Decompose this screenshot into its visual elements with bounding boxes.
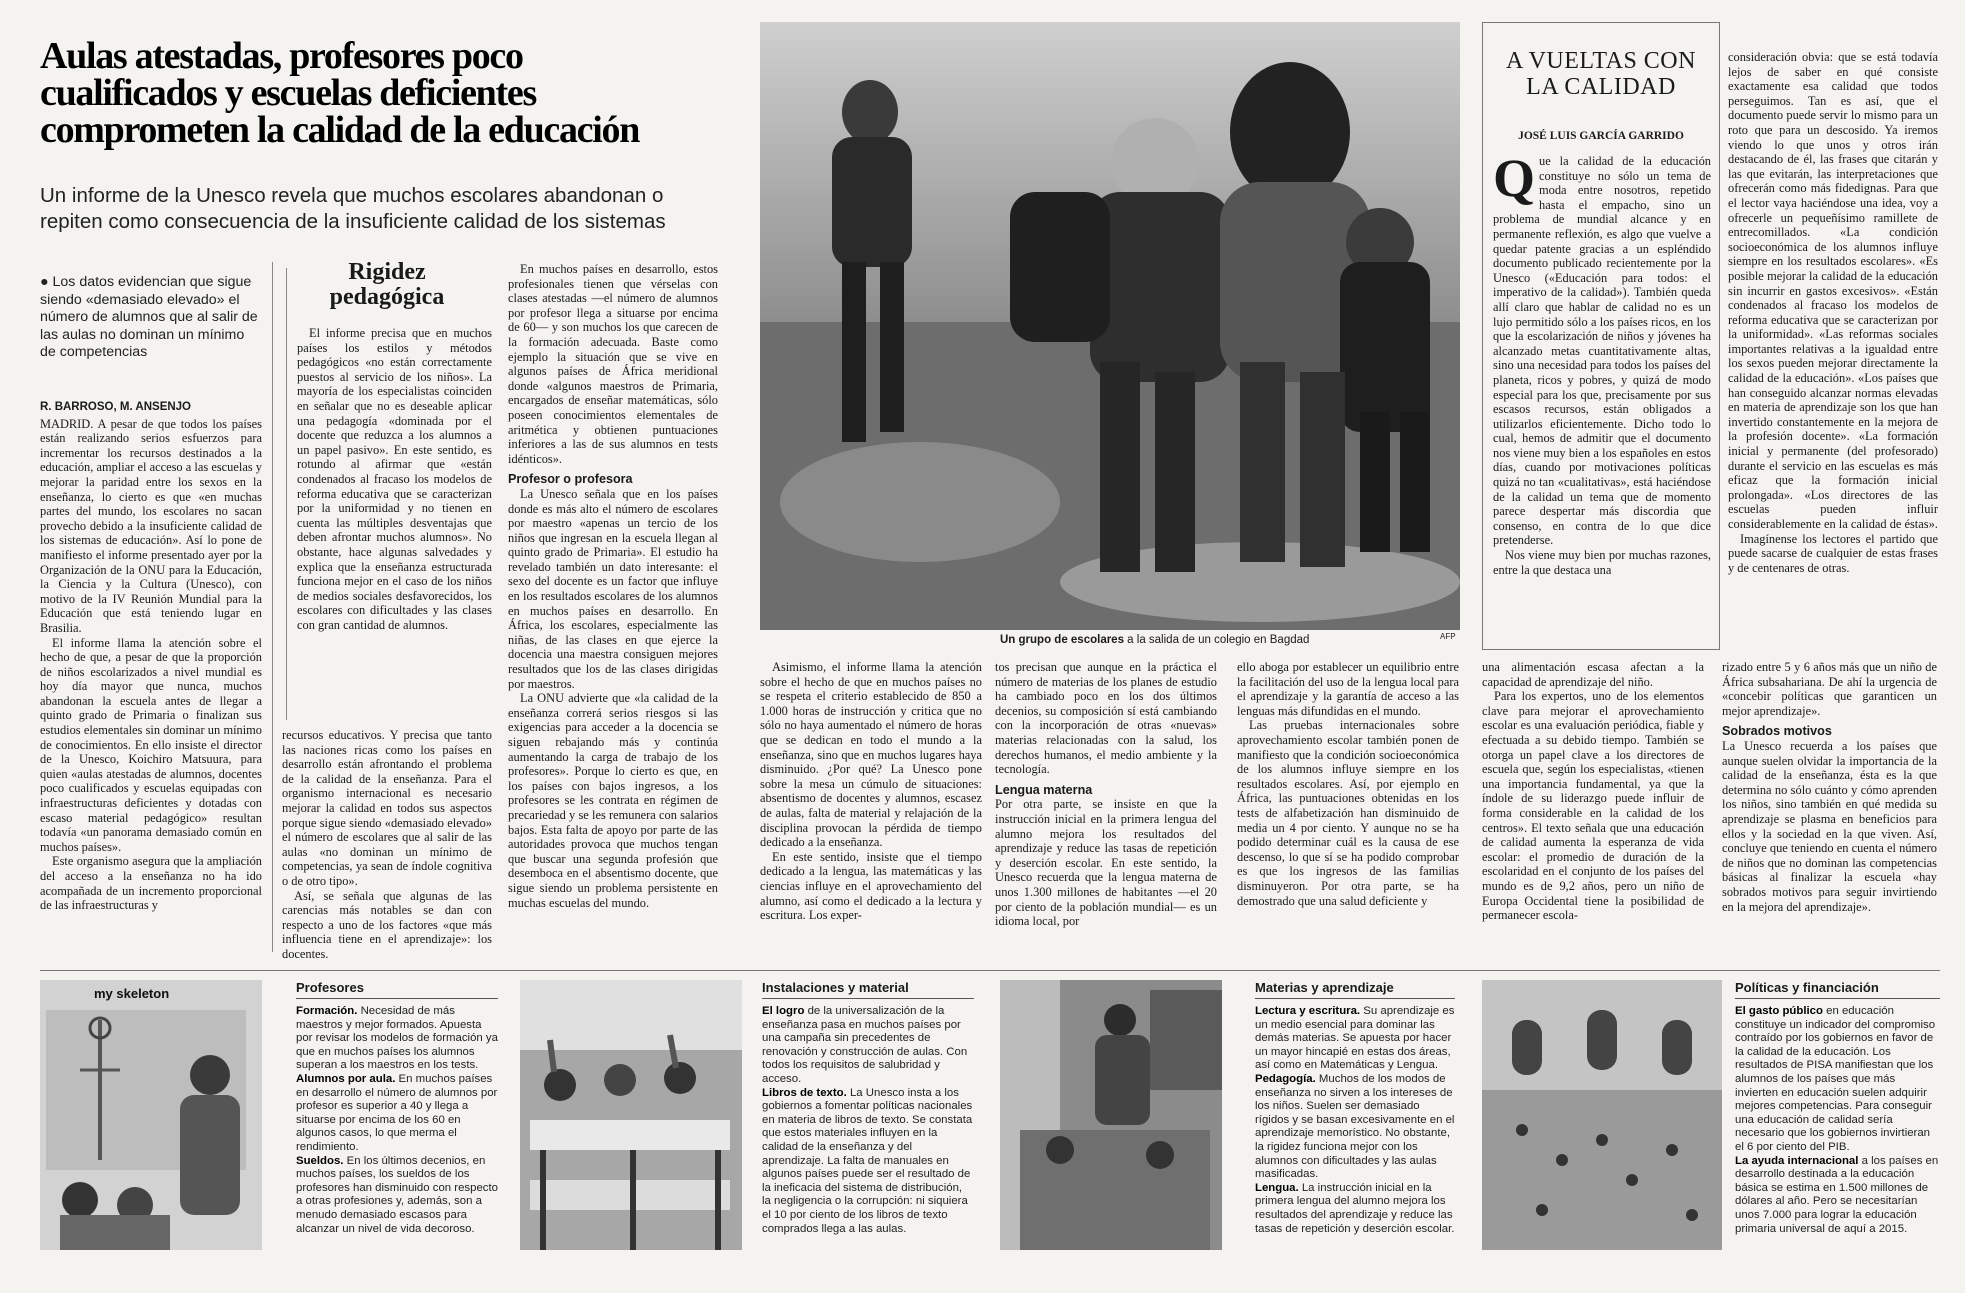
- box-title: Políticas y financiación: [1735, 980, 1940, 999]
- opinion-title-line: LA CALIDAD: [1526, 74, 1676, 100]
- box-item-term: Libros de texto.: [762, 1086, 847, 1099]
- paragraph: La Unesco recuerda a los países que aunque suelen olvidar la importancia de la calidad de la enseñanza, ésta es la que determina no sólo cuánto y cómo aprenden los niños, sino también en qué medida su aprendizaje se plasma en beneficios para ellos y la sociedad en la que viven. Así, concluye que teniendo en cuenta el número de niños que no dominan las competencias básicas al finalizar la escuela «hay sobrados motivos para seguir invirtiendo en la mejora del aprendizaje».: [1722, 738, 1937, 914]
- main-photo: [760, 22, 1460, 630]
- box-title: Materias y aprendizaje: [1255, 980, 1455, 999]
- deck-line: repiten como consecuencia de la insuficiente calidad de los sistemas: [40, 210, 666, 233]
- paragraph: [1493, 154, 1711, 548]
- column-7-bottom: [1482, 660, 1704, 960]
- box-item-text: Muchos de los modos de enseñanza no sirven a los intereses de los niños. Suelen ser demasiado rígidos y se basan excesivamente en el aprendizaje memorístico. No obstante, la rigidez funciona mejor con los alumnos con dificultades y las aulas masificadas.: [1255, 1072, 1455, 1181]
- box-item-text: La Unesco insta a los gobiernos a fomentar políticas nacionales en materia de libros de texto. Se constata que estos materiales influyen en la calidad de la enseñanza y del aprendizaje. La falta de manuales en algunos países puede ser el resultado de la ineficacia del sistema de distribución, la negligencia o la corrupción: ni siquiera el 10 por ciento de los libros de texto comprados llega a las aulas.: [762, 1086, 973, 1235]
- paragraph: En muchos países en desarrollo, estos profesionales tienen que vérselas con clases atestadas —el número de alumnos por profesor llega a situarse por encima de 60— y son muchos los que carecen de la formación adecuada. Baste como ejemplo la situación que se vive en algunos países de África meridional donde «algunos maestros de Primaria, encargados de enseñar matemáticas, sólo poseen conocimientos elementales de aritmética y obtienen puntuaciones inferiores a las de sus alumnos en tests idénticos».: [508, 262, 718, 466]
- box-item-term: Pedagogía.: [1255, 1072, 1316, 1085]
- headline-line: Aulas atestadas, profesores poco: [40, 35, 523, 77]
- paragraph: Por otra parte, se insiste en que la instrucción inicial en la primera lengua del alumno mejora los resultados del aprendizaje y reduce las tasas de repetición y deserción escolar. En este sentido, la Unesco recuerda que la lengua materna de unos 1.300 millones de habitantes —el 20 por ciento de la población mundial— es un idioma local, por: [995, 797, 1217, 929]
- paragraph: Imagínense los lectores el partido que puede sacarse de cualquier de estas frases y de centenares de otras.: [1728, 531, 1938, 575]
- box-item-text: La instrucción inicial en la primera lengua del alumno mejora los resultados del aprendizaje y reduce las tasas de repetición y deserción escolar.: [1255, 1181, 1455, 1235]
- photo-caption-text: a la salida de un colegio en Bagdad: [1123, 634, 1310, 646]
- paragraph: MADRID. A pesar de que todos los países están realizando serios esfuerzos para incrementar los recursos destinados a la educación, ampliar el acceso a las escuelas y mejorar la paridad entre los sexos en la enseñanza, lo cierto es que «en muchas partes del mundo, los escolares no sacan provecho debido a la insuficiente calidad de los sistemas de educación». Así lo pone de manifiesto el informe presentado ayer por la Organización de la ONU para la Educación, la Ciencia y la Cultura (Unesco), con motivo de la IV Reunión Mundial para la Educación que está teniendo lugar en Brasilia.: [40, 416, 262, 635]
- box-body: [1255, 1005, 1455, 1236]
- box-item: [296, 1073, 498, 1155]
- opinion-title-line: A VUELTAS CON: [1506, 48, 1696, 74]
- subheading: Profesor o profesora: [508, 472, 633, 487]
- poster-label: my skeleton: [94, 986, 170, 1001]
- paragraph: El informe precisa que en muchos países los estilos y métodos pedagógicos «no están correctamente puestos al servicio de los niños». La mayoría de los especialistas coinciden en señalar que no es deseable aplicar una pedagogía «dominada por el docente que reduzca a los alumnos a un papel pasivo». En este sentido, es rotundo al afirmar que «están condenados al fracaso los modelos de reforma educativa que se caracterizan por la uniformidad y no tienen en cuenta las múltiples desventajas que deben afrontar muchos alumnos». No obstante, hace algunas salvedades y explica que la enseñanza estructurada funciona mejor en el caso de los niños de medios sociales desfavorecidos, los escolares con dificultades y las clases con gran cantidad de alumnos.: [297, 326, 492, 632]
- box-item-text: en educación constituye un indicador del compromiso contraído por los gobiernos en favor de la calidad de la educación. Los resultados de PISA manifiestan que los alumnos de los países que más invierten en educación suelen adquirir mejores competencias. Para conseguir una educación de calidad sería necesario que los gobiernos invirtieran el 6 por ciento del PIB.: [1735, 1005, 1936, 1153]
- paragraph: En este sentido, insiste que el tiempo dedicado a la lengua, las matemáticas y las ciencias influye en el aprovechamiento del alumno, así como el dedicado a la lectura y escritura. Los exper-: [760, 849, 982, 923]
- column-divider: [272, 262, 273, 952]
- strip-photo-classroom: [40, 980, 262, 1250]
- box-item: [762, 1005, 974, 1087]
- strip-photo-students: [520, 980, 742, 1250]
- box-item-text: En muchos países en desarrollo el número de alumnos por profesor es superior a 40 y llega a situarse por encima de los 60 en algunos casos, lo que merma el rendimiento.: [296, 1072, 498, 1153]
- box-materias: [1255, 980, 1455, 1260]
- box-item: [1255, 1073, 1455, 1182]
- paragraph: Para los expertos, uno de los elementos clave para mejorar el aprovechamiento escolar es una evaluación periódica, fiable y efectuada a su debido tiempo. También se otorga un papel clave a los directores de escuela que, según los especialistas, «tienen una importancia fundamental, ya que la índole de su liderazgo puede influir de forma considerable en la calidad de los centros». El texto señala que una educación de calidad aumenta la esperanza de vida escolar: el promedio de duración de la escolaridad en el conjunto de los países del mundo es de 9,2 años, pero un niño de Europa Occidental tiene la posibilidad de permanecer escola-: [1482, 689, 1704, 923]
- section-title-line: Rigidez: [348, 259, 426, 285]
- paragraph: Asimismo, el informe llama la atención sobre el hecho de que en muchos países no se respeta el criterio establecido de 850 a 1.000 horas de instrucción y critica que no sólo no haya aumentado el número de horas que se dedican en todo el mundo a la enseñanza, sino que en muchos lugares haya disminuido. ¿Por qué? La Unesco pone sobre la mesa un cúmulo de situaciones: absentismo de docentes y alumnos, escasez de aulas, falta de material y relajación de la disciplina provocan la pérdida de tiempo dedicado a la enseñanza.: [760, 660, 982, 850]
- box-item-text: En los últimos decenios, en muchos países, los sueldos de los profesores han disminuido con respecto a otras profesiones y, además, son a menudo demasiado escasos para alcanzar un nivel de vida decoroso.: [296, 1154, 498, 1235]
- opinion-author: JOSÉ LUIS GARCÍA GARRIDO: [1518, 130, 1684, 142]
- box-item-text: de la universalización de la enseñanza pasa en muchos países por una campaña sin precedentes de renovación y construcción de aulas. Con todos los requisitos de salubridad y acceso.: [762, 1005, 968, 1085]
- strip-top-rule: [40, 970, 1940, 971]
- classroom-photo: [40, 980, 262, 1250]
- box-item: [1255, 1005, 1455, 1073]
- strip-photo-schoolyard: [1482, 980, 1722, 1250]
- box-item: [762, 1087, 974, 1237]
- byline: R. BARROSO, M. ANSENJO: [40, 401, 192, 413]
- column-2-top: [297, 326, 492, 722]
- headline-line: comprometen la calidad de la educación: [40, 109, 640, 151]
- schoolchildren-photo: [760, 22, 1460, 630]
- column-1: [40, 400, 262, 960]
- teacher-photo: [1000, 980, 1222, 1250]
- paragraph: Las pruebas internacionales sobre aprovechamiento escolar también ponen de manifiesto que la condición socioeconómica de los alumnos influye siempre en los resultados escolares. Así, por ejemplo en África, las puntuaciones obtenidas en los tests de alfabetización han disminuido de media un 4 por ciento. Y aunque no se ha podido determinar cuál es la causa de ese descenso, lo que sí se ha podido comprobar es que los ingresos de las familias disminuyeron. Por otra parte, se ha demostrado que una salud deficiente y: [1237, 718, 1459, 908]
- box-item-term: El gasto público: [1735, 1005, 1823, 1017]
- box-item-term: Lengua.: [1255, 1181, 1299, 1194]
- opinion-column-1: [1493, 154, 1711, 639]
- column-4-bottom: [760, 660, 982, 960]
- paragraph: Nos viene muy bien por muchas razones, entre la que destaca una: [1493, 548, 1711, 577]
- box-body: [762, 1005, 974, 1236]
- summary: ● Los datos evidencian que sigue siendo «demasiado elevado» el número de alumnos que al salir de las aulas no dominan un mínimo de competencias: [40, 274, 258, 361]
- paragraph: La ONU advierte que «la calidad de la enseñanza correrá serios riesgos si las exigencias para acceder a la docencia se siguen rebajando más y continúa aumentando la carga de trabajo de los profesores». Porque lo cierto es que, en los países con bajos ingresos, a los profesores se les contrata en régimen de precariedad y se les remunera con salarios bajos. Esta falta de apoyo por parte de las autoridades provoca que muchos tengan que buscar una segunda profesión que desemboca en el absentismo docente, que sigue siendo un problema persistente en muchas escuelas del mundo.: [508, 691, 718, 910]
- paragraph: Este organismo asegura que la ampliación del acceso a la enseñanza no ha ido acompañada de un incremento proporcional de las infraestructuras y: [40, 854, 262, 913]
- box-item: [296, 1005, 498, 1073]
- headline-line: cualificados y escuelas deficientes: [40, 72, 536, 114]
- photo-caption-bold: Un grupo de escolares: [1000, 634, 1124, 646]
- paragraph: consideración obvia: que se está todavía lejos de saber en qué consiste exactamente esa calidad que todos perseguimos. Tan es así, que el documento puede servir lo mismo para un roto que para un descosido. Ya iremos viendo lo que unos y otros irán destacando de él, las frases que citarán y las que evitarán, las interpretaciones que ofrecerán como más fidedignas. Para que el lector vaya haciéndose una idea, voy a ofrecerle un pequeñísimo ramillete de entrecomillados. «La condición socioeconómica de los alumnos influye siempre en los resultados escolares». «Es posible mejorar la calidad de la educación sin incurrir en gastos excesivos». «Están condenados al fracaso los modelos de reforma educativa que se caracterizan por la uniformidad». «Las reformas sociales importantes relativas a la igualdad entre los sexos pueden mejorar directamente la calidad de la educación». «Los países que han conseguido alcanzar normas elevadas en materia de aprendizaje son los que han invertido constantemente en la mejora de la profesión docente». «La formación inicial y permanente (del profesorado) durante el servicio en las escuelas es más eficaz que la formación inicial prolongada». «Los directores de las escuelas pueden influir considerablemente en la calidad de éstas».: [1728, 50, 1938, 531]
- box-item-term: Alumnos por aula.: [296, 1072, 396, 1085]
- box-body: [296, 1005, 498, 1236]
- paragraph: ello aboga por establecer un equilibrio entre la facilitación del uso de la lengua local para el aprendizaje y la garantía de acceso a las lenguas más difundidas en el mundo.: [1237, 660, 1459, 718]
- box-item: [1735, 1155, 1940, 1237]
- box-instalaciones: [762, 980, 974, 1260]
- box-item-term: El logro: [762, 1005, 805, 1017]
- box-item: [296, 1155, 498, 1237]
- drop-cap: Q: [1493, 154, 1536, 208]
- column-divider: [286, 268, 287, 720]
- paragraph: El informe llama la atención sobre el hecho de que, a pesar de que la proporción de niños escolarizados a nivel mundial es hoy día mayor que nunca, muchos abandonan la escuela antes de llegar a quinto grado de Primaria o finalizan sus estudios elementales sin dominar un mínimo de conocimientos. En ello insiste el director de la Unesco, Koichiro Matsuura, para quien «aulas atestadas de alumnos, docentes poco cualificados y escuelas equipadas con infraestructuras deficientes y dotadas con escaso material pedagógico» resultan todavía «un panorama demasiado común en muchos países».: [40, 635, 262, 854]
- subheading: Lengua materna: [995, 782, 1093, 797]
- column-8-bottom: [1722, 660, 1937, 960]
- paragraph: rizado entre 5 y 6 años más que un niño de África subsahariana. De ahí la urgencia de «concebir políticas que garanticen un mejor aprendizaje».: [1722, 660, 1937, 718]
- deck: [40, 183, 760, 235]
- column-3: [508, 262, 718, 960]
- paragraph: Así, se señala que algunas de las carencias más notables se dan con respecto a uno de los factores «que más influencia tiene en el aprendizaje»: los docentes.: [282, 888, 492, 960]
- opinion-paragraph-1: ue la calidad de la educación constituye no sólo un tema de moda entre nosotros, repetido hasta el empacho, sino un problema de mundial alcance y en permanente reflexión, es algo que vuelve a quedar patente gracias a un espléndido documento publicado recientemente por la Unesco («Educación para todos: el imperativo de la calidad»). También queda allí claro que hablar de calidad no es un lujo permitido sólo a los países ricos, en los que la escolarización de niños y jóvenes ha alcanzado metas cuantitativamente altas, sino una necesidad para todos los países del planeta, ricos y pobres, y quizá de modo especial para los que, precisamente por sus escasos recursos, están obligados a utilizarlos eficientemente. Dicho todo lo cual, hemos de admitir que el documento nos viene muy bien a los españoles en estos días, cuando por motivaciones políticas quizá no tan «cualitativas», está haciéndose de la calidad un tema que de momento parece despertar más discordia que consenso, en contra de lo que dice pretenderse.: [1493, 154, 1711, 548]
- box-item-term: Lectura y escritura.: [1255, 1005, 1361, 1017]
- section-title-rigidez: [282, 260, 492, 310]
- students-photo: [520, 980, 742, 1250]
- section-title-line: pedagógica: [329, 284, 445, 310]
- box-politicas: [1735, 980, 1940, 1260]
- subheading: Sobrados motivos: [1722, 724, 1832, 739]
- paragraph: tos precisan que aunque en la práctica el número de materias de los planes de estudio ha cambiado poco en los dos últimos decenios, su composición sí está cambiando con la incorporación de otras «nuevas» materias relacionadas con la salud, los derechos humanos, el medio ambiente y la tecnología.: [995, 660, 1217, 777]
- box-item: [1735, 1005, 1940, 1155]
- strip-photo-teacher: [1000, 980, 1222, 1250]
- box-item-text: Necesidad de más maestros y mejor formados. Apuesta por revisar los modelos de formación ya que en muchos países los alumnos superan a los maestros en los tests.: [296, 1005, 498, 1072]
- column-5-bottom: [995, 660, 1217, 960]
- opinion-column-2: [1728, 50, 1938, 640]
- column-2-bottom: [282, 728, 492, 960]
- box-item-text: Su aprendizaje es un medio esencial para dominar las demás materias. Se apuesta por hacer un mayor hincapié en estas dos áreas, así como en Matemáticas y Lengua.: [1255, 1005, 1455, 1072]
- box-item-text: a los países en desarrollo destinada a la educación básica se estima en 1.500 millones de dólares al año. Pero se necesitarían unos 7.000 para lograr la educación primaria universal de aquí a 2015.: [1735, 1154, 1939, 1235]
- deck-line: Un informe de la Unesco revela que muchos escolares abandonan o: [40, 184, 664, 207]
- box-item-term: La ayuda internacional: [1735, 1154, 1859, 1167]
- opinion-title: [1488, 48, 1714, 100]
- box-item: [1255, 1182, 1455, 1236]
- photo-credit: AFP: [1440, 632, 1456, 641]
- paragraph: recursos educativos. Y precisa que tanto las naciones ricas como los países en desarrollo están afrontando el problema de la calidad de la enseñanza. Para el organismo internacional es necesario mejorar la calidad en todos sus aspectos porque sigue siendo «demasiado elevado» el número de escolares que al salir de las aulas «no dominan un mínimo de competencias, ya sean de índole cognitiva o de otro tipo».: [282, 728, 492, 888]
- headline: [40, 35, 760, 151]
- box-item-term: Formación.: [296, 1005, 358, 1017]
- box-profesores: [296, 980, 498, 1260]
- paragraph: La Unesco señala que en los países donde es más alto el número de escolares por maestro «apenas un tercio de los niños que ingresan en la escuela llegan al quinto grado de Primaria». El estudio ha revelado también un dato interesante: el sexo del docente es un factor que influye en los resultados escolares de los alumnos en muchos países en desarrollo. En África, los escolares, especialmente las niñas, de las clases en que ejerce la docencia una maestra consiguen mejores resultados que los de las clases dirigidas por maestros.: [508, 486, 718, 691]
- box-item-term: Sueldos.: [296, 1154, 344, 1167]
- schoolyard-photo: [1482, 980, 1722, 1250]
- box-title: Profesores: [296, 980, 498, 999]
- paragraph: una alimentación escasa afectan a la capacidad de aprendizaje del niño.: [1482, 660, 1704, 689]
- box-title: Instalaciones y material: [762, 980, 974, 999]
- photo-caption: [1000, 634, 1440, 646]
- box-body: [1735, 1005, 1940, 1236]
- column-6-bottom: [1237, 660, 1459, 960]
